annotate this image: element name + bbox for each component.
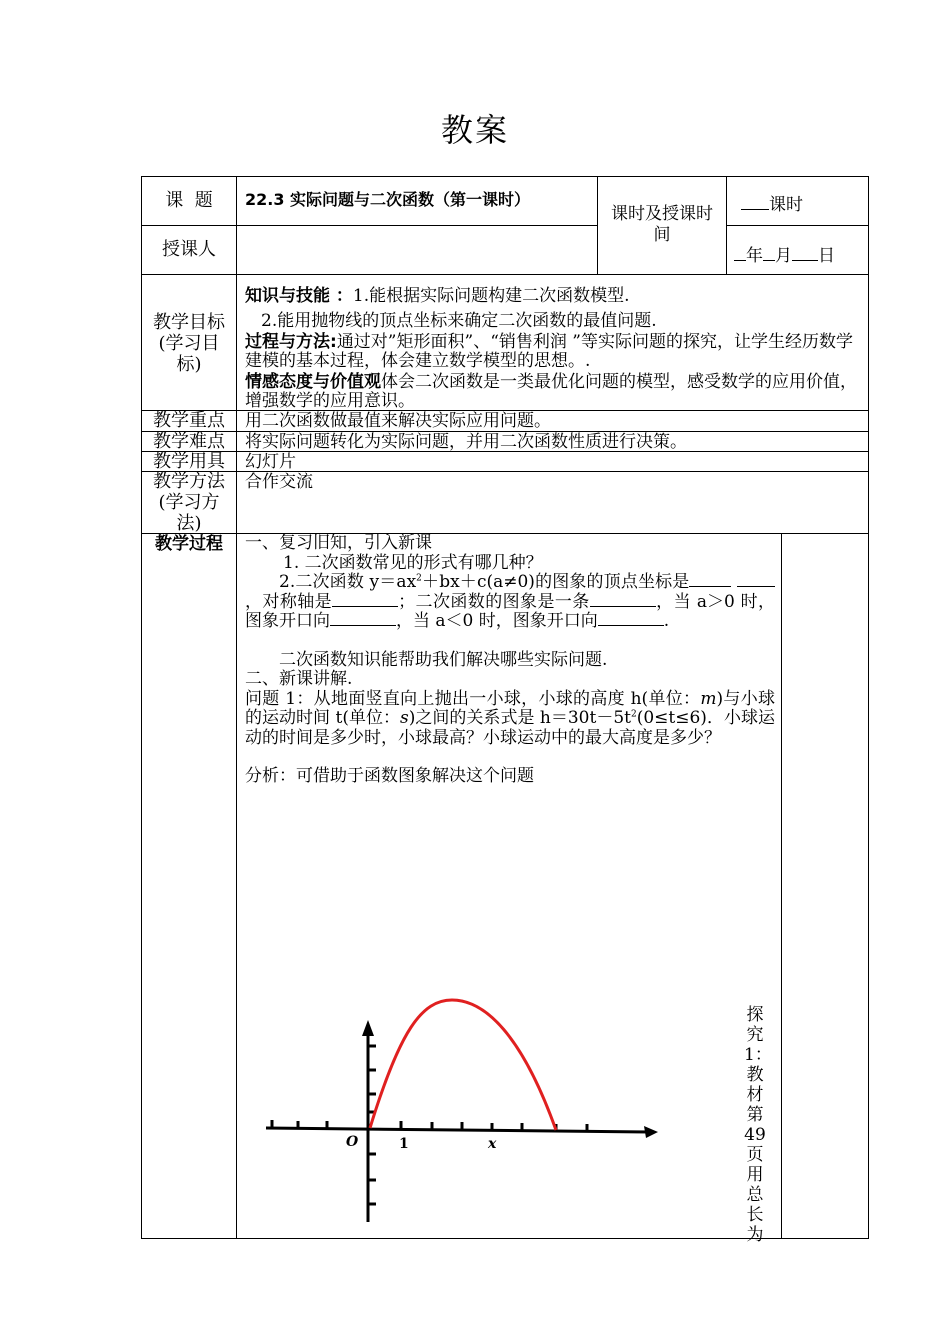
month-blank[interactable] [763,248,775,261]
origin-label: O [346,1134,359,1150]
section-1-title: 一、复习旧知，引入新课 [245,533,432,553]
teacher-value-cell[interactable] [236,225,598,275]
date-line [734,246,835,266]
day-blank[interactable] [792,248,818,261]
process-head: 过程与方法: [245,332,337,352]
method-value-cell [236,471,869,534]
vertex-blank-cont[interactable] [737,574,775,587]
parabola-curve [370,1000,556,1130]
process-text: 通过对”矩形面积”、“销售利润 ”等实际问题的探究，让学生经历数学建模的基本过程，体会建立数学模型的思想。. [245,332,853,371]
lesson-count [741,195,803,215]
difficulty-value: 将实际问题转化为实际问题，并用二次函数性质进行决策。 [245,432,687,452]
knowledge-2: 2.能用抛物线的顶点坐标来确定二次函数的最值问题. [261,311,657,331]
axis-blank[interactable] [332,594,398,607]
tools-value: 幻灯片 [245,452,296,472]
date-day: 日 [818,246,835,266]
shape-blank[interactable] [590,594,656,607]
emotion-text: 体会二次函数是一类最优化问题的模型，感受数学的应用价值，增强数学的应用意识。 [245,372,857,411]
review-question-2: 2.二次函数 $y=ax^2+bx+c(a\ne 0)$的图象的顶点坐标是 ，对称轴是 ；二次函数的图象是一条 ，当 a＞0 时，图象开口向 ，当 a＜0 时，图象开口向 . [245,572,776,631]
emotion-head: 情感态度与价值观 [245,372,381,392]
lesson-count-blank[interactable] [741,197,769,210]
section-2-title: 二、新课讲解. [245,669,353,689]
lesson-count-suffix: 课时 [769,195,803,215]
intro-line: 二次函数知识能帮助我们解决哪些实际问题. [279,649,608,670]
method-value: 合作交流 [245,472,313,492]
problem-1: 问题 1：从地面竖直向上抛出一小球，小球的高度 h(单位：m)与小球的运动时间 t(单位：s)之间的关系式是 $h=30t-5t^2(0\le t\le 6)$．小球运动的时间是多少时，小球最高？小球运动中的最大高度是多少？ [245,688,775,748]
process-side-cell [781,533,869,1239]
date-month: 月 [775,246,792,266]
side-note: 探究1：教材第49页用总长为 [744,1005,772,1245]
open-up-blank[interactable] [330,613,396,626]
date-year: 年 [746,246,763,266]
x-axis [266,1128,650,1132]
process-text [245,534,775,787]
lesson-time-label: 课时及授课时间 [611,204,713,245]
knowledge-1: 1.能根据实际问题构建二次函数模型. [352,286,630,306]
goals-text [245,287,861,411]
year-blank[interactable] [734,248,746,261]
topic-value: 22.3 实际问题与二次函数（第一课时） [245,190,531,209]
difficulty-label: 教学难点 [153,431,225,452]
process-label: 教学过程 [155,534,223,554]
key-label: 教学重点 [153,410,225,431]
goals-label: 教学目标(学习目标) [153,312,225,375]
document-title: 教案 [440,111,509,149]
key-value: 用二次函数做最值来解决实际应用问题。 [245,411,551,431]
review-question-1: 1. 二次函数常见的形式有哪几种？ [283,552,543,573]
process-label-cell [141,533,237,1239]
method-label: 教学方法(学习方法) [153,471,225,534]
tools-value-cell [236,451,869,472]
teacher-label: 授课人 [162,239,216,260]
x-axis-arrow [644,1126,658,1138]
knowledge-head: 知识与技能 ： [245,286,353,306]
parabola-graph [260,990,670,1230]
analysis-line: 分析：可借助于函数图象解决这个问题 [245,766,534,786]
y-axis-arrow [362,1020,374,1036]
topic-label: 课 题 [165,190,213,211]
open-down-blank[interactable] [598,613,664,626]
tools-label: 教学用具 [153,451,225,472]
x-label: x [488,1136,497,1152]
tick-label-1: 1 [399,1136,409,1152]
vertex-blank[interactable] [689,574,731,587]
